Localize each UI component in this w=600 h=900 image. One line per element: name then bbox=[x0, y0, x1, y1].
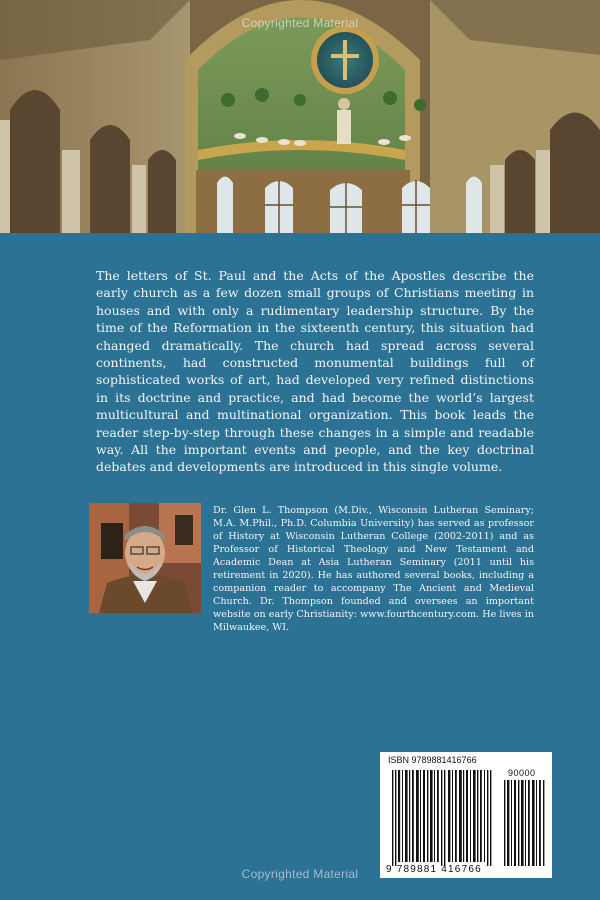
isbn-barcode bbox=[380, 752, 552, 878]
author-photo bbox=[89, 503, 201, 613]
copyright-watermark-bottom: Copyrighted Material bbox=[241, 867, 359, 881]
author-portrait-illustration bbox=[89, 503, 201, 613]
price-code: 90000 bbox=[508, 768, 536, 778]
copyright-watermark: Copyrighted Material bbox=[241, 16, 359, 30]
ean-digits: 9 789881 416766 bbox=[386, 864, 482, 875]
author-bio: Dr. Glen L. Thompson (M.Div., Wisconsin Lutheran Seminary; M.A. M.Phil., Ph.D. Columbia University) has served as professor of History at Wisconsin Lutheran College (2002-2011) and as Professor of Historical Theology and New Testament and Academic Dean at Asia Lutheran Seminary (2011 until his retirement in 2020). He has authored several books, including a companion reader to accompany The Ancient and Medieval Church. Dr. Thompson founded and oversees an important website on early Christianity: www.fourthcentury.com. He lives in Milwaukee, WI. bbox=[213, 505, 534, 633]
basilica-mosaic-illustration bbox=[0, 0, 600, 233]
isbn-number: ISBN 9789881416766 bbox=[388, 755, 477, 765]
book-description: The letters of St. Paul and the Acts of the Apostles describe the early church as a few dozen small groups of Christians meeting in houses and with only a rudimentary leadership structure. By the time of the Reformation in the sixteenth century, this situation had changed dramatically. The church had spread across several continents, had constructed monumental buildings full of sophisticated works of art, had developed very refined distinctions in its doctrine and practice, and had become the world’s largest multicultural and multinational organization. This book leads the reader step-by-step through these changes in a simple and readable way. All the important events and people, and the key doctrinal debates and developments are introduced in this single volume. bbox=[96, 268, 534, 475]
basilica-mosaic-photo bbox=[0, 0, 600, 233]
